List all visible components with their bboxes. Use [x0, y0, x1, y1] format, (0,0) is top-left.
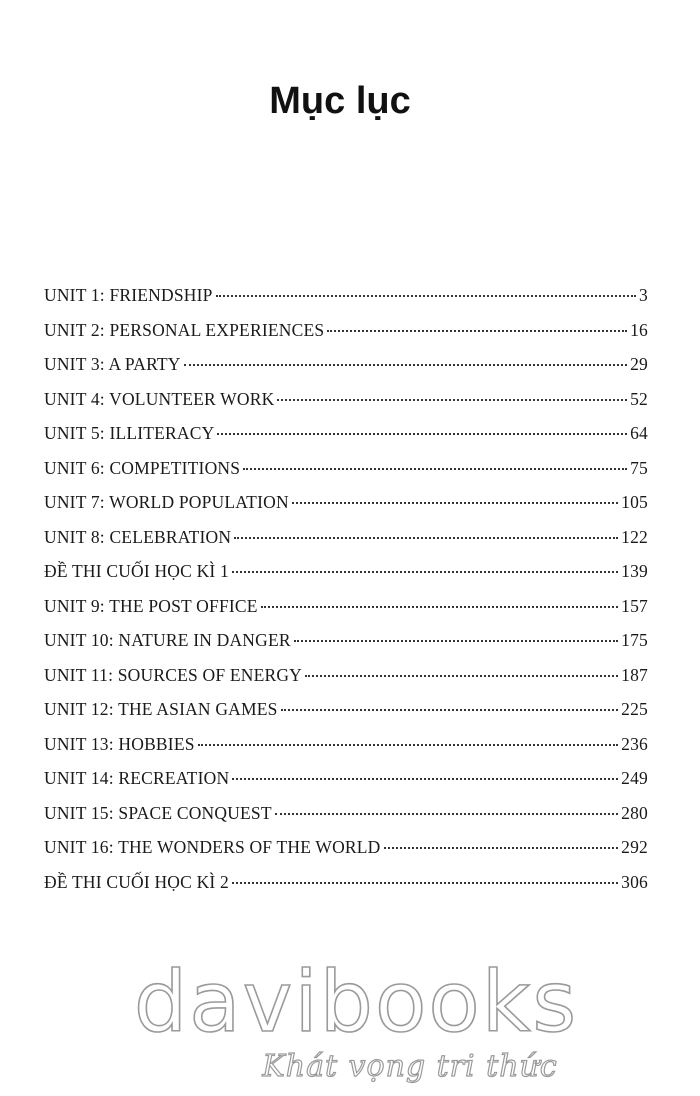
- toc-entry-label: UNIT 8: CELEBRATION: [44, 526, 232, 547]
- toc-entry: [44, 665, 648, 700]
- toc-entry-label: UNIT 12: THE ASIAN GAMES: [44, 699, 278, 719]
- toc-dot-leader: [275, 813, 618, 815]
- toc-dot-leader: [384, 847, 619, 849]
- toc-entry-label: ĐỀ THI CUỐI HỌC KÌ 1: [44, 561, 229, 581]
- toc-entry: [44, 354, 648, 389]
- toc-entry: [44, 320, 648, 355]
- toc-entry: [44, 285, 648, 320]
- toc-dot-leader: [184, 364, 627, 366]
- toc-dot-leader: [305, 675, 618, 677]
- toc-dot-leader: [232, 778, 618, 780]
- toc-dot-leader: [198, 744, 618, 746]
- toc-entry: [44, 872, 648, 907]
- toc-entry-label: UNIT 4: VOLUNTEER WORK: [44, 388, 275, 409]
- toc-entry-label: UNIT 16: THE WONDERS OF THE WORLD: [44, 837, 381, 857]
- toc-entry-label: UNIT 5: ILLITERACY: [44, 423, 215, 443]
- toc-entry-page-number: 122: [621, 526, 648, 547]
- toc-entry-label: UNIT 10: NATURE IN DANGER: [44, 630, 291, 650]
- toc-entry: [44, 423, 648, 458]
- toc-entry: [44, 389, 648, 424]
- toc-entry-page-number: 249: [621, 768, 648, 788]
- toc-entry-label: UNIT 2: PERSONAL EXPERIENCES: [44, 319, 325, 340]
- toc-dot-leader: [232, 882, 618, 884]
- toc-entry-page-number: 52: [630, 388, 648, 409]
- toc-dot-leader: [277, 399, 627, 401]
- toc-entry-page-number: 225: [621, 699, 648, 719]
- toc-dot-leader: [216, 295, 636, 297]
- toc-dot-leader: [294, 640, 618, 642]
- toc-entry-page-number: 3: [639, 285, 648, 305]
- toc-dot-leader: [292, 502, 618, 504]
- toc-dot-leader: [327, 330, 627, 332]
- toc-dot-leader: [261, 606, 618, 608]
- watermark-slogan: Khát vọng tri thức: [262, 1049, 558, 1084]
- toc-dot-leader: [234, 537, 618, 539]
- table-of-contents: [44, 285, 648, 906]
- toc-entry: [44, 527, 648, 562]
- watermark-logo: davibooks: [133, 953, 579, 1051]
- page-title: Mục lục: [269, 80, 411, 122]
- toc-entry-label: UNIT 3: A PARTY: [44, 354, 181, 374]
- toc-entry-page-number: 292: [621, 837, 648, 857]
- toc-entry-label: UNIT 7: WORLD POPULATION: [44, 492, 289, 512]
- toc-entry-page-number: 64: [630, 423, 648, 443]
- toc-dot-leader: [232, 571, 618, 573]
- toc-entry-page-number: 306: [621, 871, 648, 892]
- toc-entry-page-number: 175: [621, 630, 648, 650]
- toc-entry-page-number: 187: [621, 664, 648, 685]
- toc-entry: [44, 837, 648, 872]
- toc-entry: [44, 630, 648, 665]
- toc-entry: [44, 561, 648, 596]
- toc-entry: [44, 699, 648, 734]
- toc-dot-leader: [243, 468, 627, 470]
- toc-entry-label: UNIT 6: COMPETITIONS: [44, 457, 241, 478]
- toc-entry-label: UNIT 14: RECREATION: [44, 768, 230, 788]
- toc-entry-label: UNIT 11: SOURCES OF ENERGY: [44, 664, 303, 685]
- toc-entry-page-number: 280: [621, 802, 648, 823]
- toc-dot-leader: [217, 433, 627, 435]
- toc-entry: [44, 734, 648, 769]
- toc-dot-leader: [281, 709, 619, 711]
- toc-entry-page-number: 29: [630, 354, 648, 374]
- toc-entry: [44, 492, 648, 527]
- toc-entry: [44, 596, 648, 631]
- toc-entry-label: UNIT 9: THE POST OFFICE: [44, 595, 258, 616]
- toc-entry-page-number: 75: [630, 457, 648, 478]
- toc-entry-page-number: 236: [621, 733, 648, 754]
- toc-entry-label: ĐỀ THI CUỐI HỌC KÌ 2: [44, 871, 229, 892]
- toc-entry-label: UNIT 15: SPACE CONQUEST: [44, 802, 272, 823]
- toc-entry-page-number: 157: [621, 595, 648, 616]
- toc-entry-page-number: 105: [621, 492, 648, 512]
- toc-entry: [44, 768, 648, 803]
- toc-entry-page-number: 16: [630, 319, 648, 340]
- toc-entry-label: UNIT 13: HOBBIES: [44, 733, 195, 754]
- toc-entry-label: UNIT 1: FRIENDSHIP: [44, 285, 213, 305]
- toc-entry: [44, 803, 648, 838]
- toc-entry-page-number: 139: [621, 561, 648, 581]
- toc-entry: [44, 458, 648, 493]
